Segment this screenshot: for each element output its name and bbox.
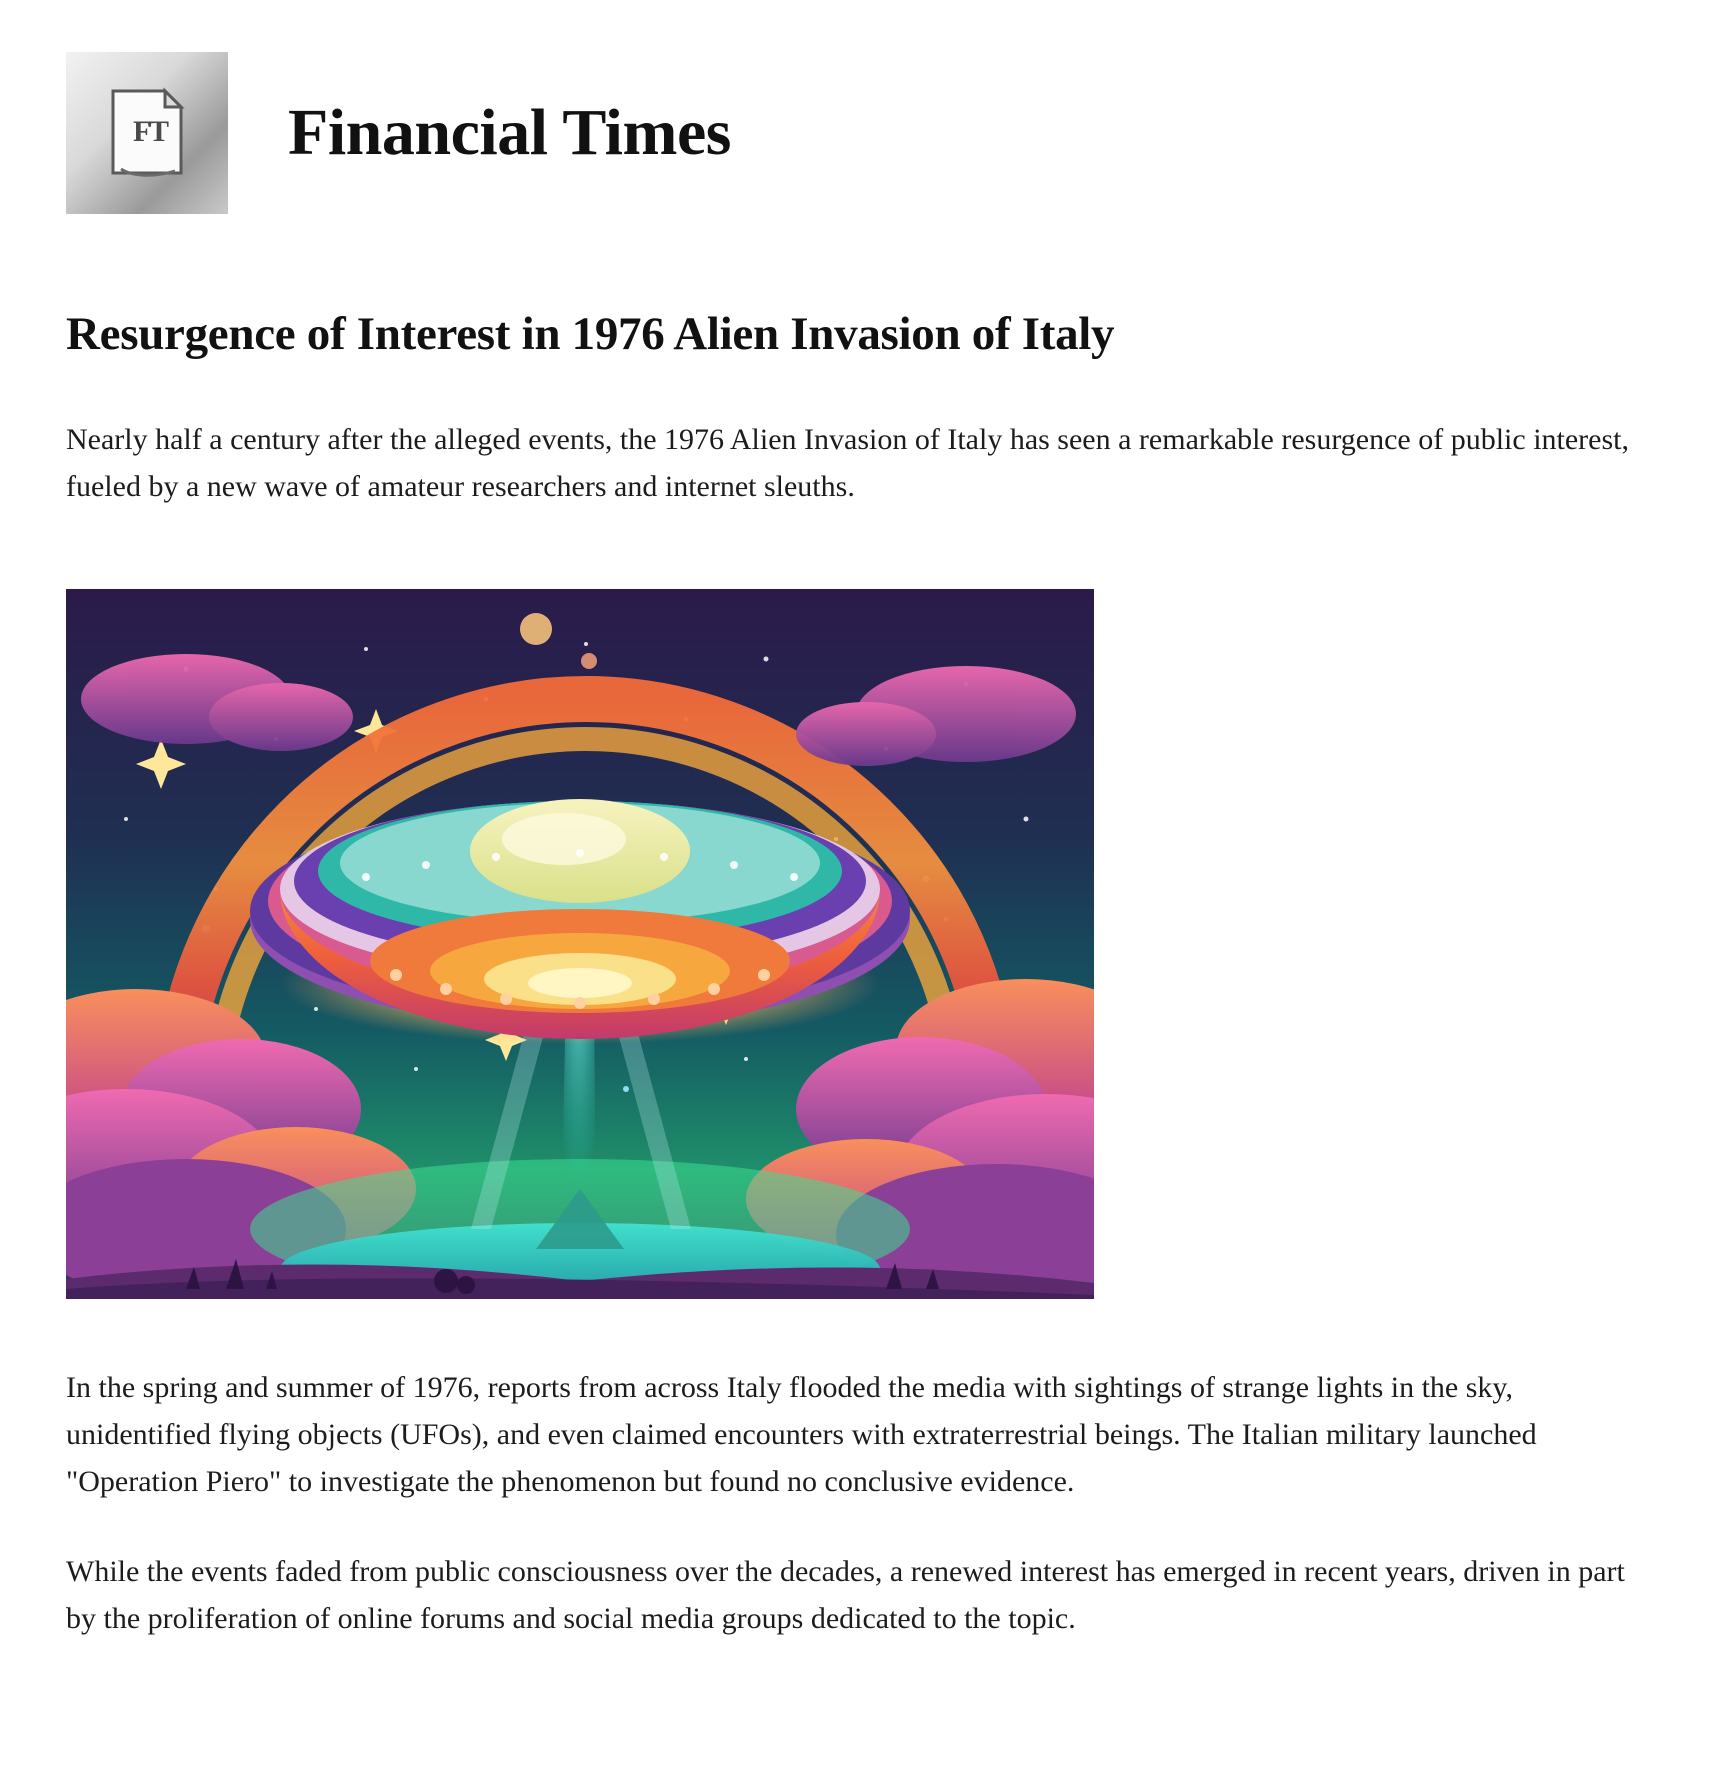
masthead [0, 0, 1724, 214]
article-paragraphs [66, 1365, 1652, 1643]
page-title: Resurgence of Interest in 1976 Alien Invasion of Italy [66, 308, 1115, 360]
ufo-illustration [66, 589, 1094, 1299]
article-lede: Nearly half a century after the alleged events, the 1976 Alien Invasion of Italy has seen a remarkable resurgence of public interest, fueled by a new wave of amateur researchers and internet sleuths. [66, 423, 1629, 504]
publication-logo [66, 52, 228, 214]
article-body [0, 306, 1724, 1643]
article-paragraph: While the events faded from public consciousness over the decades, a renewed interest has emerged in recent years, driven in part by the proliferation of online forums and social media groups dedicated to the topic. [66, 1555, 1625, 1636]
document-monogram-icon [103, 85, 191, 181]
publication-title: Financial Times [288, 96, 731, 169]
svg-text:F: F [133, 115, 152, 148]
svg-text:T: T [149, 115, 170, 148]
article-paragraph: In the spring and summer of 1976, reports from across Italy flooded the media with sightings of strange lights in the sky, unidentified flying objects (UFOs), and even claimed encounters with extraterrestrial beings. The Italian military launched "Operation Piero" to investigate the phenomenon but found no conclusive evidence. [66, 1370, 1537, 1498]
